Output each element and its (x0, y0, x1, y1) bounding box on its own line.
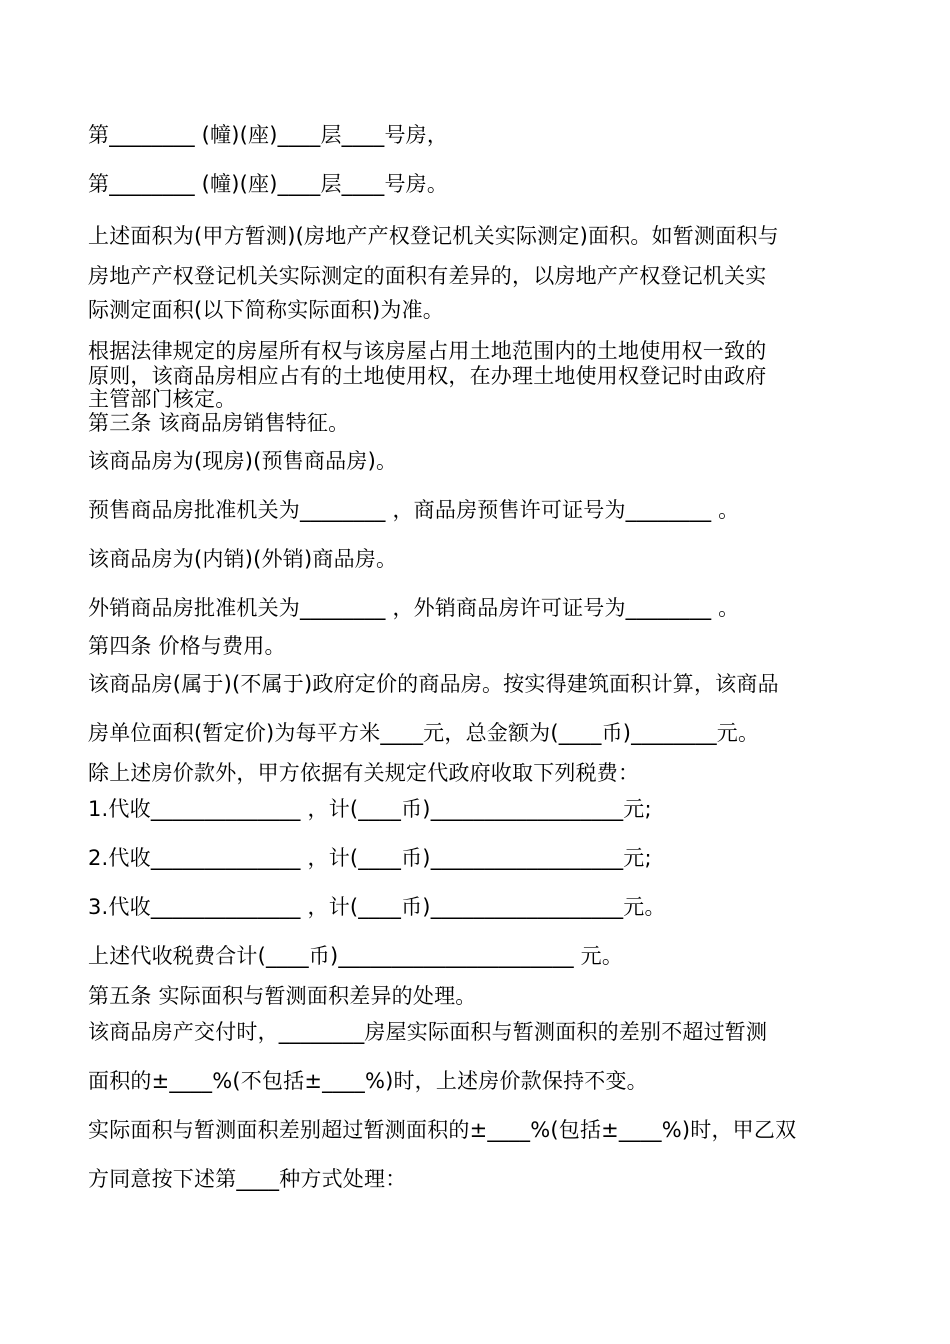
section-heading-4: 第四条 价格与费用。 (88, 634, 286, 658)
paragraph-line: 根据法律规定的房屋所有权与该房屋占用土地范围内的土地使用权一致的 (88, 339, 767, 363)
paragraph-line: 原则，该商品房相应占有的土地使用权，在办理土地使用权登记时由政府 (88, 364, 767, 388)
section-heading-3: 第三条 该商品房销售特征。 (88, 411, 350, 435)
paragraph-line: 方同意按下述第____种方式处理： (88, 1167, 407, 1191)
paragraph-line: 该商品房为(现房)(预售商品房)。 (88, 449, 398, 473)
paragraph-line: 房地产产权登记机关实际测定的面积有差异的，以房地产产权登记机关实 (88, 264, 767, 288)
paragraph-line: 该商品房产交付时，________房屋实际面积与暂测面积的差别不超过暂测 (88, 1020, 768, 1044)
paragraph-line: 外销商品房批准机关为________ ，外销商品房许可证号为________ 。 (88, 596, 740, 620)
tax-item-2: 2.代收______________ ，计(____币)__________________元; (88, 846, 652, 870)
paragraph-line: 实际面积与暂测面积差别超过暂测面积的±____%(包括±____%)时，甲乙双 (88, 1118, 797, 1142)
room-line-1: 第________ (幢)(座)____层____号房， (88, 123, 449, 147)
paragraph-line: 际测定面积(以下简称实际面积)为准。 (88, 298, 444, 322)
paragraph-line: 主管部门核定。 (88, 387, 237, 411)
paragraph-line: 预售商品房批准机关为________ ，商品房预售许可证号为________ 。 (88, 498, 740, 522)
room-line-2: 第________ (幢)(座)____层____号房。 (88, 172, 449, 196)
paragraph-line: 该商品房(属于)(不属于)政府定价的商品房。按实得建筑面积计算，该商品 (88, 672, 779, 696)
paragraph-line: 上述面积为(甲方暂测)(房地产产权登记机关实际测定)面积。如暂测面积与 (88, 224, 779, 248)
tax-item-3: 3.代收______________ ，计(____币)__________________元。 (88, 895, 666, 919)
paragraph-line: 该商品房为(内销)(外销)商品房。 (88, 547, 398, 571)
paragraph-line: 面积的±____%(不包括±____%)时，上述房价款保持不变。 (88, 1069, 648, 1093)
section-heading-5: 第五条 实际面积与暂测面积差异的处理。 (88, 984, 477, 1008)
tax-total: 上述代收税费合计(____币)______________________ 元。 (88, 944, 624, 968)
paragraph-line: 除上述房价款外，甲方依据有关规定代政府收取下列税费： (88, 761, 640, 785)
paragraph-line: 房单位面积(暂定价)为每平方米____元，总金额为(____币)________元。 (88, 721, 760, 745)
tax-item-1: 1.代收______________ ，计(____币)__________________元; (88, 797, 652, 821)
